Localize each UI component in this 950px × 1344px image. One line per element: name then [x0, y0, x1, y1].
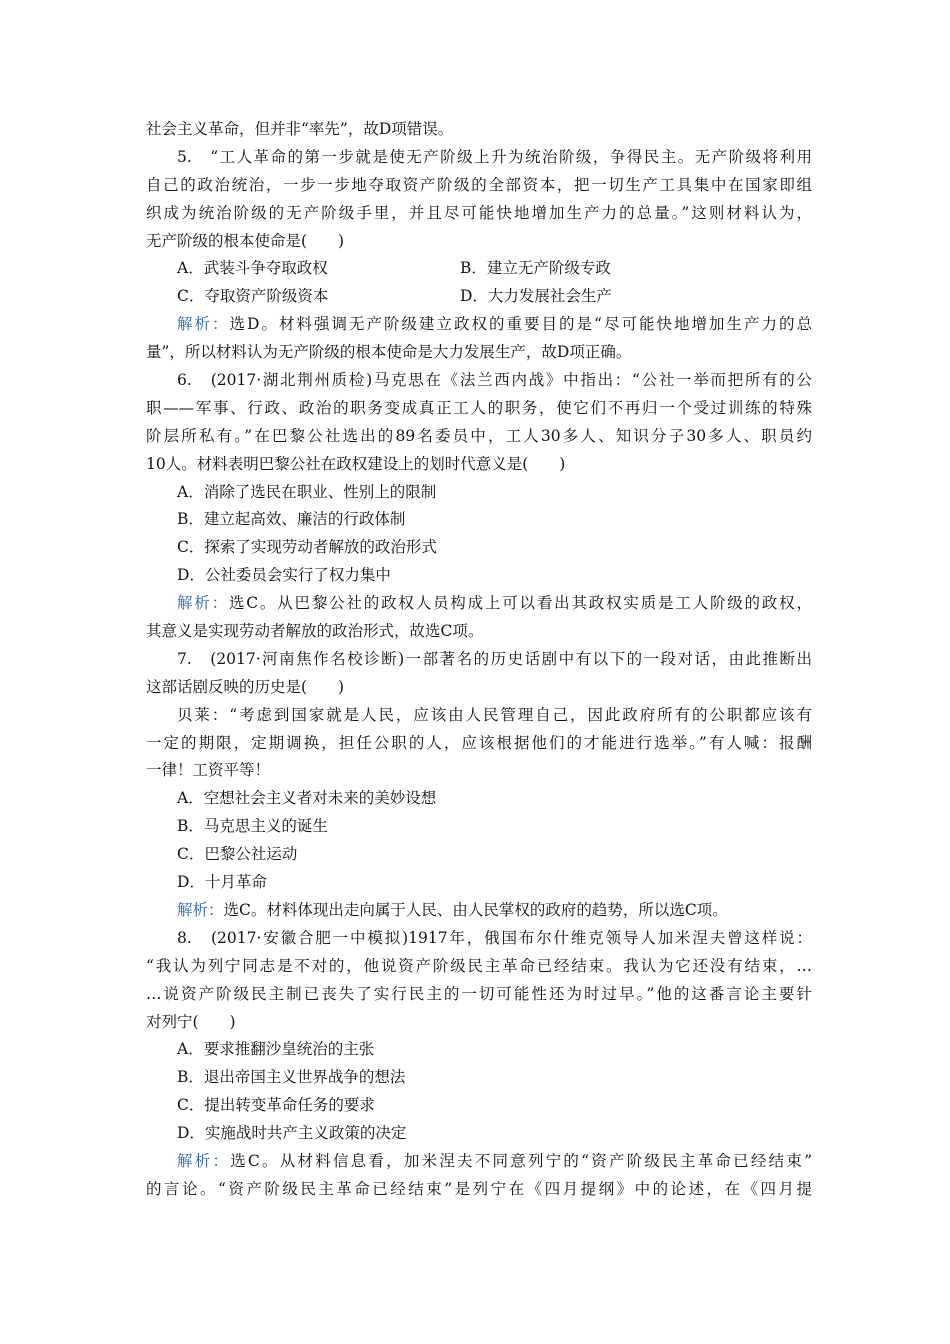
question-7-stem-line: 这部话剧反映的历史是( )	[146, 677, 345, 696]
question-5-options-row-1	[146, 255, 812, 283]
intro-line: 社会主义革命，但并非“率先”，故D项错误。	[146, 120, 454, 138]
option-d: D．公社委员会实行了权力集中	[177, 566, 391, 585]
question-6-stem-line: 6. (2017·湖北荆州质检)马克思在《法兰西内战》中指出：“公社一举而把所有的公	[177, 371, 812, 390]
analysis-label: 解析：	[177, 900, 224, 919]
question-8-stem-line: “我认为列宁同志是不对的，他说资产阶级民主革命已经结束。我认为它还没有结束，…	[146, 956, 812, 975]
analysis-text: 选C。从巴黎公社的政权人员构成上可以看出其政权实质是工人阶级的政权，	[228, 594, 812, 613]
question-5-stem-line: 5. “工人革命的第一步就是使无产阶级上升为统治阶级，争得民主。无产阶级将利用	[177, 147, 812, 166]
option-c: C．夺取资产阶级资本	[177, 287, 329, 306]
analysis-text: 选D。材料强调无产阶级建立政权的重要目的是“尽可能快地增加生产力的总	[229, 315, 812, 334]
question-8	[146, 925, 812, 1204]
option-d: D．十月革命	[177, 873, 267, 892]
option-c: C．提出转变革命任务的要求	[177, 1096, 375, 1115]
analysis-text: 选C。从材料信息看，加米涅夫不同意列宁的“资产阶级民主革命已经结束”	[230, 1151, 812, 1170]
analysis-label: 解析：	[177, 594, 229, 613]
question-8-stem-line: 8. (2017·安徽合肥一中模拟)1917年，俄国布尔什维克领导人加米涅夫曾这样说：	[177, 928, 812, 947]
question-6-analysis-cont: 其意义是实现劳动者解放的政治形式，故选C项。	[146, 622, 484, 641]
question-8-stem-line: …说资产阶级民主制已丧失了实行民主的一切可能性还为时过早。”他的这番言论主要针	[146, 984, 812, 1003]
option-d: D．大力发展社会生产	[460, 287, 612, 306]
question-7-analysis	[146, 897, 812, 925]
question-8-analysis-cont: 的言论。“资产阶级民主革命已经结束”是列宁在《四月提纲》中的论述，在《四月提	[146, 1179, 812, 1198]
question-7	[146, 646, 812, 925]
question-5-stem-line: 无产阶级的根本使命是( )	[146, 231, 345, 250]
question-5-stem-line: 自己的政治统治，一步一步地夺取资产阶级的全部资本，把一切生产工具集中在国家即组	[146, 175, 812, 194]
option-b: B．建立起高效、廉洁的行政体制	[177, 510, 406, 529]
question-8-analysis	[146, 1148, 812, 1176]
question-5-stem-line: 织成为统治阶级的无产阶级手里，并且尽可能快地增加生产力的总量。”这则材料认为，	[146, 203, 812, 222]
question-6-stem-line: 阶层所私有。”在巴黎公社选出的89名委员中，工人30多人、知识分子30多人、职员约	[146, 426, 812, 445]
question-6-analysis	[146, 590, 812, 618]
option-d: D．实施战时共产主义政策的决定	[177, 1124, 407, 1143]
question-5-options-row-2	[146, 283, 812, 311]
question-8-stem-line: 对列宁( )	[146, 1012, 236, 1031]
option-a: A．武装斗争夺取政权	[177, 259, 328, 278]
option-a: A．要求推翻沙皇统治的主张	[177, 1040, 375, 1059]
option-a: A．空想社会主义者对未来的美妙设想	[177, 789, 437, 808]
question-5-analysis	[146, 311, 812, 339]
question-6-stem-line: 10人。材料表明巴黎公社在政权建设上的划时代意义是( )	[146, 454, 566, 473]
option-c: C．巴黎公社运动	[177, 845, 298, 864]
analysis-label: 解析：	[177, 315, 230, 334]
document-page	[146, 116, 812, 1204]
question-5	[146, 144, 812, 367]
question-7-stem-line: 7. (2017·河南焦作名校诊断)一部著名的历史话剧中有以下的一段对话，由此推断出	[177, 649, 812, 668]
option-b: B．退出帝国主义世界战争的想法	[177, 1068, 406, 1087]
question-6	[146, 367, 812, 646]
option-a: A．消除了选民在职业、性别上的限制	[177, 482, 437, 501]
question-7-quote-line: 一定的期限，定期调换，担任公职的人，应该根据他们的才能进行选举。”有人喊：报酬	[146, 733, 812, 752]
analysis-label: 解析：	[177, 1151, 231, 1170]
question-7-quote-line: 贝莱：“考虑到国家就是人民，应该由人民管理自己，因此政府所有的公职都应该有	[177, 705, 812, 724]
option-c: C．探索了实现劳动者解放的政治形式	[177, 538, 437, 557]
question-5-analysis-cont: 量”，所以材料认为无产阶级的根本使命是大力发展生产，故D项正确。	[146, 343, 632, 362]
analysis-text: 选C。材料体现出走向属于人民、由人民掌权的政府的趋势，所以选C项。	[223, 900, 728, 919]
option-b: B．马克思主义的诞生	[177, 817, 328, 836]
option-b: B．建立无产阶级专政	[460, 259, 611, 278]
question-6-stem-line: 职——军事、行政、政治的职务变成真正工人的职务，使它们不再归一个受过训练的特殊	[146, 398, 812, 417]
question-7-quote-line: 一律！工资平等！	[146, 761, 271, 780]
